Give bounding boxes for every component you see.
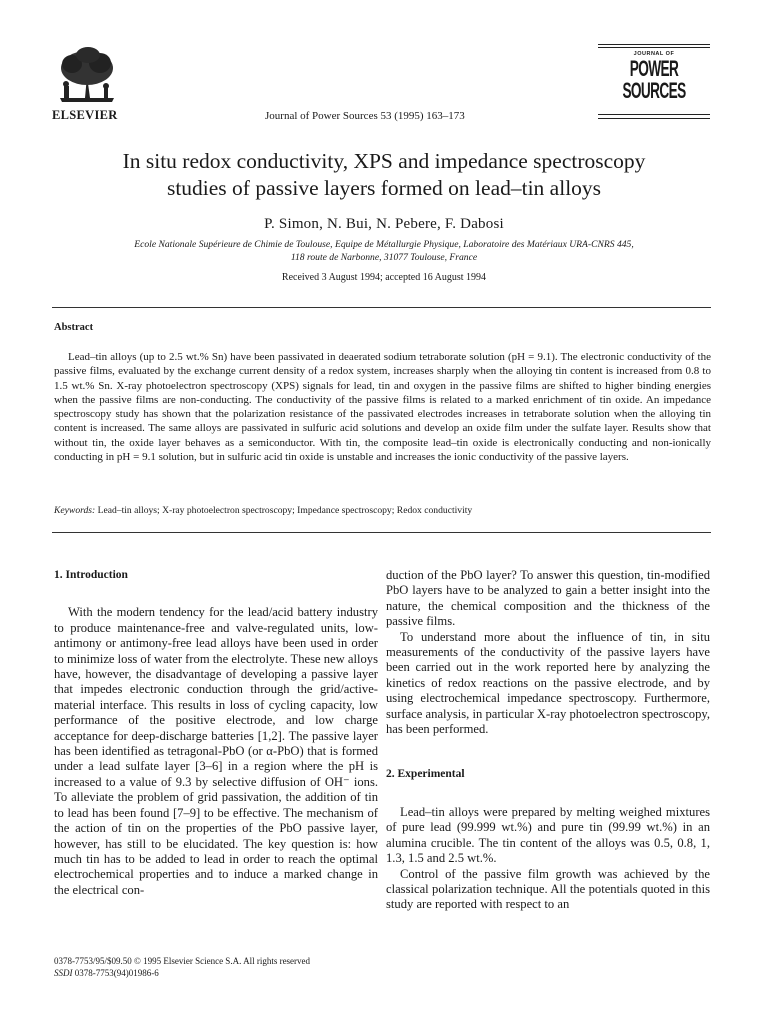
section-heading-introduction: 1. Introduction xyxy=(54,569,128,581)
right-column xyxy=(386,568,710,913)
ssdi-label: SSDI xyxy=(54,968,73,978)
paragraph: With the modern tendency for the lead/acid battery industry to produce maintenance-free and valve-regulated units, low-antimony or antimony-free lead alloys have been used in order to minimize loss of water from the electrolyte. These new alloys have, however, the disadvantage of developing a passive layer that impedes electronic conduction through the grid/active-material interface. This results in loss of cycling capacity, low performance of the positive electrode, and low charge acceptance for deep-discharge batteries [1,2]. The passive layer has been identified as tetragonal-PbO (or α-PbO) that is formed under a lead sulfate layer [3–6] in a region where the pH is increased to a value of 9.3 by selective diffusion of OH⁻ ions. To alleviate the problem of grid passivation, the addition of tin to lead has been found [7–9] to be effective. The mechanism of the action of tin on the properties of the PbO passive layer, however, has still to be elucidated. The key question is: how much tin has to be added to lead in order to reach the optimal electrochemical properties and to induce a marked change in the electrical con- xyxy=(54,605,378,897)
copyright-line: 0378-7753/95/$09.50 © 1995 Elsevier Science S.A. All rights reserved xyxy=(54,956,311,966)
paper-title-line1: In situ redox conductivity, XPS and impedance spectroscopy xyxy=(122,149,646,173)
elsevier-tree-logo xyxy=(52,46,122,106)
authors: P. Simon, N. Bui, N. Pebere, F. Dabosi xyxy=(264,216,504,232)
journal-name-line2: SOURCES xyxy=(622,78,686,103)
paragraph: To understand more about the influence of tin, in situ measurements of the conductivity of the passive layers have been carried out in the work reported here by analyzing the kinetics of redox reactions on the passive electrode, and by using electrochemical impedance spectroscopy. Furthermore, surface analysis, in particular X-ray photoelectron spectroscopy, has been performed. xyxy=(386,629,710,737)
publisher-name: ELSEVIER xyxy=(52,108,118,122)
footer xyxy=(54,955,310,979)
journal-citation: Journal of Power Sources 53 (1995) 163–173 xyxy=(265,110,465,122)
journal-rule xyxy=(598,114,710,115)
left-column xyxy=(54,568,378,898)
keywords-label: Keywords: xyxy=(54,505,96,516)
ssdi-line xyxy=(54,967,310,979)
keywords xyxy=(54,505,711,516)
journal-rule xyxy=(598,44,710,45)
ssdi-number: 0378-7753(94)01986-6 xyxy=(74,968,159,978)
divider-rule xyxy=(52,307,711,308)
divider-rule xyxy=(52,532,711,533)
affiliation-line2: 118 route de Narbonne, 31077 Toulouse, France xyxy=(290,252,478,263)
affiliation-line1: Ecole Nationale Supérieure de Chimie de Toulouse, Equipe de Métallurgie Physique, Laboratoire des Matériaux URA-CNRS 445, xyxy=(134,239,634,250)
journal-rule xyxy=(598,118,710,119)
page-header xyxy=(0,0,768,130)
journal-rule xyxy=(598,47,710,48)
section-heading-experimental: 2. Experimental xyxy=(386,768,465,781)
keywords-text: Lead–tin alloys; X-ray photoelectron spectroscopy; Impedance spectroscopy; Redox conductivity xyxy=(97,505,473,516)
abstract-heading: Abstract xyxy=(54,322,94,333)
paper-title-line2: studies of passive layers formed on lead–tin alloys xyxy=(166,176,602,200)
paragraph: Lead–tin alloys were prepared by melting weighed mixtures of pure lead (99.999 wt.%) and pure tin (99.99 wt.%) in an alumina crucible. The tin content of the alloys was 0.5, 0.8, 1, 1.3, 1.5 and 2.5 wt.%. xyxy=(386,804,710,866)
received-dates: Received 3 August 1994; accepted 16 August 1994 xyxy=(281,272,487,283)
journal-of-label: JOURNAL OF xyxy=(633,51,675,57)
abstract-body: Lead–tin alloys (up to 2.5 wt.% Sn) have been passivated in deaerated sodium tetraborate solution (pH = 9.1). The electronic conductivity of the passive films, evaluated by the exchange current density of a redox system, increases sharply when the alloying tin content is increased from 0.8 to 1.5 wt.% Sn. X-ray photoelectron spectroscopy (XPS) signals for lead, tin and oxygen in the passive films are shifted to higher binding energies when the passive films are non-conducting. The conductivity of the passive films is related to a marked enrichment of tin oxide. An impedance spectroscopy study has shown that the polarization resistance of the passivated electrodes increases in tetraborate solution when the alloying tin content is increased. The same alloys are passivated in sulfuric acid solutions and develop an oxide film under the sulfate layer. Results show that without tin, the oxide layer behaves as a semiconductor. With tin, the composite lead–tin oxide is electronically conducting and non-ionically conducting in pH = 9.1 solution, but in sulfuric acid tin oxide is unstable and increases the ionic conductivity of the passive layers. xyxy=(54,351,711,464)
paragraph: Control of the passive film growth was achieved by the classical polarization technique. All the potentials quoted in this study are reported with respect to an xyxy=(386,866,710,912)
journal-name-line1: POWER xyxy=(629,56,679,81)
paragraph: duction of the PbO layer? To answer this question, tin-modified PbO layers have to be analyzed to gain a better insight into the nature, the chemical composition and the thickness of the passive films. xyxy=(386,568,710,629)
title-block xyxy=(50,148,718,283)
